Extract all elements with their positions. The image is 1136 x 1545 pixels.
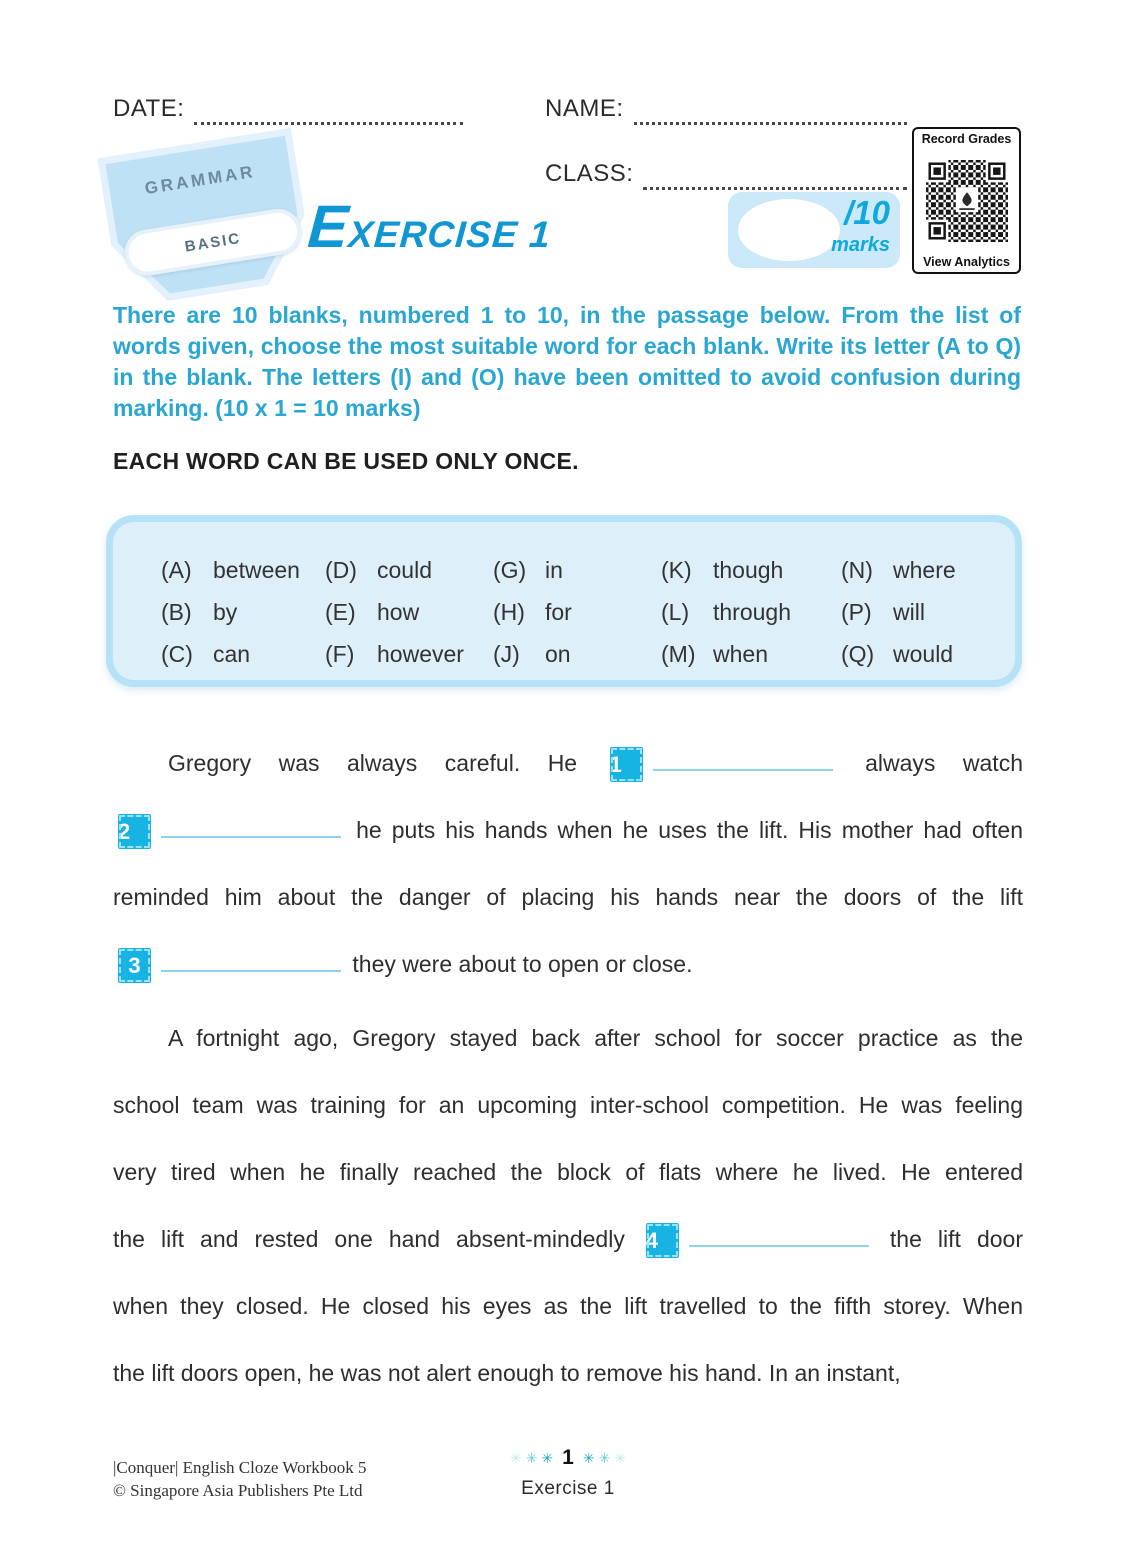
star-icon: ✳: [525, 1450, 538, 1466]
passage-line: reminded him about the danger of placing his hands near the doors of the lift: [113, 884, 1023, 910]
name-field: [545, 95, 907, 125]
footer-page-info: [508, 1446, 628, 1500]
badge-grammar-label: GRAMMAR: [143, 161, 257, 199]
passage-line: the lift and rested one hand absent-mindedly 4 the lift door: [113, 1206, 1023, 1273]
star-icon: ✳: [598, 1450, 611, 1466]
grammar-basic-badge: [97, 128, 314, 309]
answer-blank-3[interactable]: [118, 931, 341, 998]
star-icon: ✳: [614, 1450, 627, 1466]
passage-paragraph-2: [113, 1005, 1023, 1407]
answer-blank-4[interactable]: [646, 1206, 869, 1273]
page-title-rest: XERCISE 1: [347, 214, 553, 255]
word-option-word: where: [893, 556, 956, 583]
passage-line: 2 he puts his hands when he uses the lift. His mother had often: [113, 797, 1023, 864]
word-option-letter: (L): [661, 598, 690, 625]
word-option-letter: (K): [661, 556, 692, 583]
word-option: [325, 557, 493, 584]
word-option: [661, 557, 841, 584]
blank-write-line[interactable]: [161, 952, 341, 972]
date-field: [113, 95, 463, 125]
blank-number-badge: 1: [610, 747, 643, 782]
word-option-letter: (M): [661, 640, 696, 667]
marks-box: [728, 192, 900, 268]
word-option-word: on: [545, 640, 571, 667]
star-icon: ✳: [541, 1450, 554, 1466]
passage-line: when they closed. He closed his eyes as the lift travelled to the fifth storey. When: [113, 1293, 1023, 1319]
word-option-word: when: [713, 640, 768, 667]
qr-bottom-label: View Analytics: [923, 255, 1010, 269]
page-number-row: [508, 1446, 628, 1470]
answer-blank-1[interactable]: [610, 730, 833, 797]
passage-line: the lift doors open, he was not alert enough to remove his hand. In an instant,: [113, 1360, 901, 1386]
blank-number-badge: 4: [646, 1223, 679, 1258]
note-text: EACH WORD CAN BE USED ONLY ONCE.: [113, 448, 579, 474]
word-option: [493, 599, 661, 626]
name-line[interactable]: [634, 101, 907, 125]
marks-total: /10: [844, 194, 890, 231]
word-bank: [106, 515, 1022, 687]
passage-line: very tired when he finally reached the block of flats where he lived. He entered: [113, 1159, 1023, 1185]
word-option-letter: (J): [493, 640, 520, 667]
blank-number-badge: 2: [118, 814, 151, 849]
word-option-word: by: [213, 598, 238, 625]
word-option: [493, 557, 661, 584]
word-option-word: would: [893, 640, 954, 667]
footer-exercise-label: Exercise 1: [521, 1478, 615, 1499]
word-option: [493, 641, 661, 668]
word-option-letter: (D): [325, 556, 357, 583]
instructions-text: There are 10 blanks, numbered 1 to 10, in the passage below. From the list of words given, choose the most suitable word for each blank. Write its letter (A to Q) in the blank. The letters (I) and (O) have been omitted to avoid confusion during marking. (10 x 1 = 10 marks): [113, 302, 1021, 421]
word-option: [325, 599, 493, 626]
word-option-word: however: [377, 640, 464, 667]
word-option-letter: (Q): [841, 640, 875, 667]
qr-block: [912, 127, 1021, 274]
word-option-word: could: [377, 556, 432, 583]
word-option-word: through: [713, 598, 792, 625]
word-option: [325, 641, 493, 668]
star-icon: ✳: [509, 1450, 522, 1466]
word-option-word: can: [213, 640, 251, 667]
answer-blank-2[interactable]: [118, 797, 341, 864]
word-option-letter: (P): [841, 598, 872, 625]
word-option-word: in: [545, 556, 563, 583]
date-line[interactable]: [194, 101, 463, 125]
star-icon: ✳: [582, 1450, 595, 1466]
passage-line: Gregory was always careful. He 1 always watch: [113, 730, 1023, 797]
word-option-letter: (N): [841, 556, 873, 583]
qr-code: [926, 160, 1008, 242]
word-option: [661, 641, 841, 668]
class-field: [545, 160, 907, 190]
word-option: [841, 641, 1015, 668]
footer-book-title: |Conquer| English Cloze Workbook 5: [113, 1458, 367, 1477]
word-option-letter: (C): [161, 640, 193, 667]
footer-copyright: © Singapore Asia Publishers Pte Ltd: [113, 1481, 363, 1500]
score-oval[interactable]: [738, 199, 840, 261]
passage-paragraph-1: [113, 730, 1023, 998]
blank-write-line[interactable]: [689, 1227, 869, 1247]
class-label: CLASS:: [545, 160, 634, 187]
word-option-letter: (G): [493, 556, 527, 583]
name-label: NAME:: [545, 95, 624, 122]
class-line[interactable]: [643, 166, 907, 190]
word-option-word: for: [545, 598, 572, 625]
word-option-word: though: [713, 556, 784, 583]
marks-unit: marks: [831, 234, 890, 256]
word-option: [161, 641, 325, 668]
word-option: [661, 599, 841, 626]
page-title-initial: E: [305, 193, 352, 260]
footer-publisher: [113, 1456, 367, 1502]
word-option-word: will: [893, 598, 925, 625]
word-option-letter: (B): [161, 598, 192, 625]
word-option: [161, 557, 325, 584]
date-label: DATE:: [113, 95, 185, 122]
word-option-letter: (F): [325, 640, 355, 667]
word-option: [841, 557, 1015, 584]
word-option-word: how: [377, 598, 420, 625]
word-option-letter: (E): [325, 598, 356, 625]
passage-line: 3 they were about to open or close.: [113, 931, 1023, 998]
word-option-letter: (A): [161, 556, 192, 583]
page-title: [306, 192, 554, 261]
word-option-letter: (H): [493, 598, 525, 625]
passage-line: school team was training for an upcoming inter-school competition. He was feeling: [113, 1092, 1023, 1118]
page-number: 1: [562, 1446, 574, 1469]
badge-basic-label: BASIC: [183, 229, 243, 256]
qr-top-label: Record Grades: [921, 132, 1012, 146]
blank-write-line[interactable]: [653, 751, 833, 771]
blank-write-line[interactable]: [161, 818, 341, 838]
passage-line: A fortnight ago, Gregory stayed back after school for soccer practice as the: [168, 1025, 1023, 1051]
word-option: [161, 599, 325, 626]
blank-number-badge: 3: [118, 948, 151, 983]
word-option-word: between: [213, 556, 300, 583]
word-option: [841, 599, 1015, 626]
